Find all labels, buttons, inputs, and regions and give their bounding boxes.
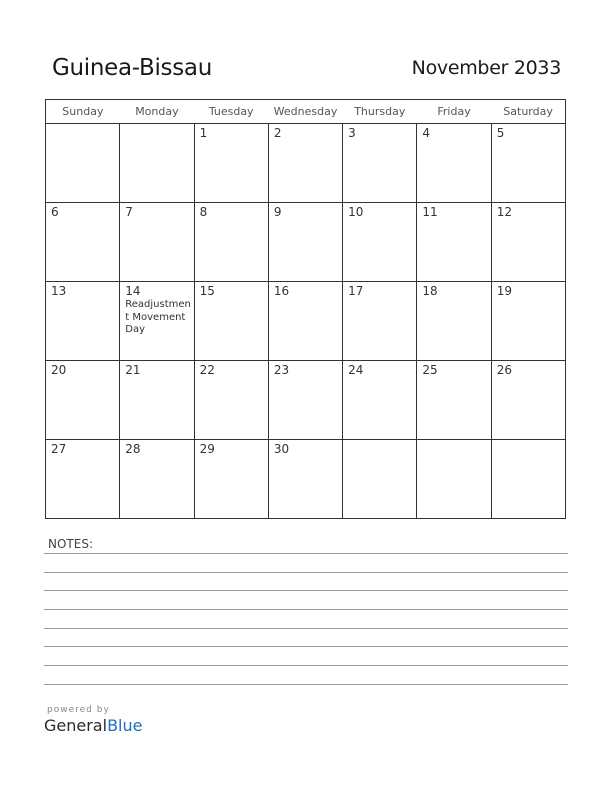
day-number: 10	[348, 205, 364, 219]
day-cell[interactable]	[46, 282, 120, 361]
calendar-grid	[45, 99, 566, 519]
day-cell[interactable]	[417, 440, 491, 519]
day-cell[interactable]	[46, 361, 120, 440]
day-number: 19	[496, 284, 512, 298]
day-number: 23	[273, 363, 290, 377]
notes-line[interactable]	[44, 628, 568, 629]
day-number: 11	[422, 205, 438, 219]
holiday-event: Readjustment Movement Day	[125, 299, 191, 335]
day-number: 12	[496, 205, 512, 219]
day-cell[interactable]	[491, 203, 565, 282]
day-cell[interactable]	[46, 124, 120, 203]
day-number: 21	[125, 363, 141, 377]
weekday-sunday: Sunday	[46, 100, 120, 124]
notes-line[interactable]	[44, 609, 568, 610]
day-number: 17	[348, 284, 364, 298]
day-number: 26	[496, 363, 512, 377]
calendar-week-row	[46, 361, 566, 440]
day-number: 25	[422, 363, 438, 377]
day-cell[interactable]	[268, 282, 342, 361]
notes-line[interactable]	[44, 572, 568, 573]
weekday-saturday: Saturday	[491, 100, 565, 124]
notes-line[interactable]	[44, 665, 568, 666]
day-cell[interactable]	[343, 124, 417, 203]
notes-line[interactable]	[44, 684, 568, 685]
day-number: 3	[348, 126, 356, 140]
weekday-friday: Friday	[417, 100, 491, 124]
notes-line[interactable]	[44, 553, 568, 554]
day-cell[interactable]	[491, 282, 565, 361]
day-number: 14	[125, 284, 141, 298]
day-cell[interactable]	[417, 282, 491, 361]
day-cell[interactable]	[268, 440, 342, 519]
day-number: 18	[422, 284, 438, 298]
day-number: 2	[273, 126, 282, 140]
day-cell[interactable]	[268, 361, 342, 440]
day-cell[interactable]	[343, 361, 417, 440]
logo-blue-text: Blue	[107, 716, 143, 735]
day-number: 13	[51, 284, 67, 298]
day-cell[interactable]	[343, 440, 417, 519]
calendar-week-row	[46, 282, 566, 361]
day-cell[interactable]	[120, 440, 194, 519]
day-cell[interactable]	[120, 282, 194, 361]
month-year-title: November 2033	[411, 57, 561, 79]
day-cell[interactable]	[120, 361, 194, 440]
generalblue-logo[interactable]	[44, 716, 142, 735]
day-cell[interactable]	[120, 203, 194, 282]
day-number: 4	[422, 126, 431, 140]
day-number: 9	[273, 205, 282, 219]
day-number: 1	[199, 126, 208, 140]
day-cell[interactable]	[194, 440, 268, 519]
weekday-thursday: Thursday	[343, 100, 417, 124]
day-cell[interactable]	[343, 203, 417, 282]
weekday-wednesday: Wednesday	[268, 100, 342, 124]
powered-by-text: powered by	[47, 705, 110, 715]
day-cell[interactable]	[120, 124, 194, 203]
day-cell[interactable]	[417, 124, 491, 203]
day-number: 5	[496, 126, 505, 140]
day-number: 20	[51, 363, 67, 377]
weekday-header-row	[46, 100, 566, 124]
day-number: 15	[199, 284, 215, 298]
day-cell[interactable]	[417, 203, 491, 282]
day-number: 29	[199, 442, 215, 456]
calendar-week-row	[46, 440, 566, 519]
day-number: 28	[125, 442, 141, 456]
day-number: 27	[51, 442, 67, 456]
notes-line[interactable]	[44, 646, 568, 647]
country-title: Guinea-Bissau	[52, 55, 212, 81]
day-number: 7	[125, 205, 133, 219]
day-cell[interactable]	[491, 440, 565, 519]
day-cell[interactable]	[417, 361, 491, 440]
calendar-week-row	[46, 203, 566, 282]
weekday-monday: Monday	[120, 100, 194, 124]
day-cell[interactable]	[46, 440, 120, 519]
logo-general-text: General	[44, 716, 108, 735]
day-cell[interactable]	[194, 361, 268, 440]
day-number: 16	[273, 284, 290, 298]
weekday-tuesday: Tuesday	[194, 100, 268, 124]
day-cell[interactable]	[491, 124, 565, 203]
notes-label: NOTES:	[48, 537, 93, 551]
day-cell[interactable]	[194, 282, 268, 361]
day-cell[interactable]	[491, 361, 565, 440]
day-number: 30	[273, 442, 290, 456]
day-cell[interactable]	[46, 203, 120, 282]
calendar-week-row	[46, 124, 566, 203]
day-number: 24	[348, 363, 364, 377]
notes-line[interactable]	[44, 590, 568, 591]
day-number: 6	[51, 205, 59, 219]
day-number: 22	[199, 363, 215, 377]
day-cell[interactable]	[194, 124, 268, 203]
day-number: 8	[199, 205, 208, 219]
day-cell[interactable]	[268, 124, 342, 203]
day-cell[interactable]	[194, 203, 268, 282]
day-cell[interactable]	[268, 203, 342, 282]
day-cell[interactable]	[343, 282, 417, 361]
